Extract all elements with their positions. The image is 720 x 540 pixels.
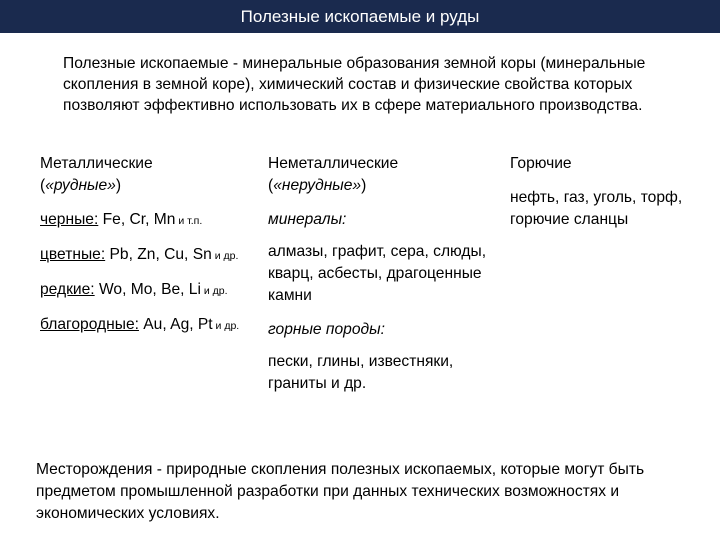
metallic-heading-open: ( — [40, 177, 46, 194]
metal-item-label: редкие: — [40, 281, 95, 298]
metallic-heading-close: ) — [115, 177, 122, 194]
metal-item-value: Au, Ag, Pt — [138, 316, 213, 333]
combustible-column — [510, 153, 710, 231]
nonmetallic-heading-quoted: «нерудные» — [273, 177, 362, 194]
metal-item-value: Fe, Cr, Mn — [98, 211, 176, 228]
metal-item-suffix: и др. — [200, 285, 228, 297]
minerals-label: минералы: — [268, 211, 347, 228]
metal-item-rare — [40, 279, 250, 302]
metal-item-label: черные: — [40, 211, 99, 228]
combustible-heading: Горючие — [510, 155, 572, 172]
nonmetallic-heading — [268, 153, 488, 197]
metal-item-noble — [40, 314, 250, 337]
combustible-list: нефть, газ, уголь, торф, горючие сланцы — [510, 189, 683, 228]
metal-item-value: Wo, Mo, Be, Li — [94, 281, 201, 298]
minerals-definition — [63, 53, 663, 116]
deposit-text: - природные скопления полезных ископаемых, которые могут быть предметом промышленной разработки при данных технических возможностях и экономических условиях. — [36, 461, 645, 522]
metal-item-label: цветные: — [40, 246, 106, 263]
metallic-heading — [40, 153, 250, 197]
metal-item-ferrous — [40, 209, 250, 232]
nonmetallic-column — [268, 153, 488, 395]
metal-item-suffix: и т.п. — [175, 215, 203, 227]
rocks-list: пески, глины, известняки, граниты и др. — [268, 353, 454, 392]
metallic-heading-quoted: «рудные» — [45, 177, 116, 194]
metal-item-nonferrous — [40, 244, 250, 267]
deposit-definition — [36, 459, 706, 525]
metal-item-suffix: и др. — [211, 250, 239, 262]
minerals-list: алмазы, графит, сера, слюды, кварц, асбесты, драгоценные камни — [268, 243, 487, 304]
metal-item-value: Pb, Zn, Cu, Sn — [105, 246, 212, 263]
definition-text: - минеральные образования земной коры (минеральные скопления в земной коре), химический состав и физические свойства которых позволяют эффективно использовать их в сфере материального производства. — [63, 55, 646, 114]
definition-term: Полезные ископаемые — [63, 55, 229, 72]
page-title: Полезные ископаемые и руды — [240, 6, 480, 26]
metal-item-suffix: и др. — [212, 320, 240, 332]
title-bar — [0, 0, 720, 33]
deposit-term: Месторождения — [36, 461, 153, 478]
metal-item-label: благородные: — [40, 316, 139, 333]
nonmetallic-heading-open: ( — [268, 177, 274, 194]
nonmetallic-heading-close: ) — [361, 177, 367, 194]
rocks-label: горные породы: — [268, 321, 385, 338]
metallic-heading-line1: Металлические — [40, 155, 153, 172]
nonmetallic-heading-line1: Неметаллические — [268, 155, 399, 172]
metallic-column — [40, 153, 250, 337]
